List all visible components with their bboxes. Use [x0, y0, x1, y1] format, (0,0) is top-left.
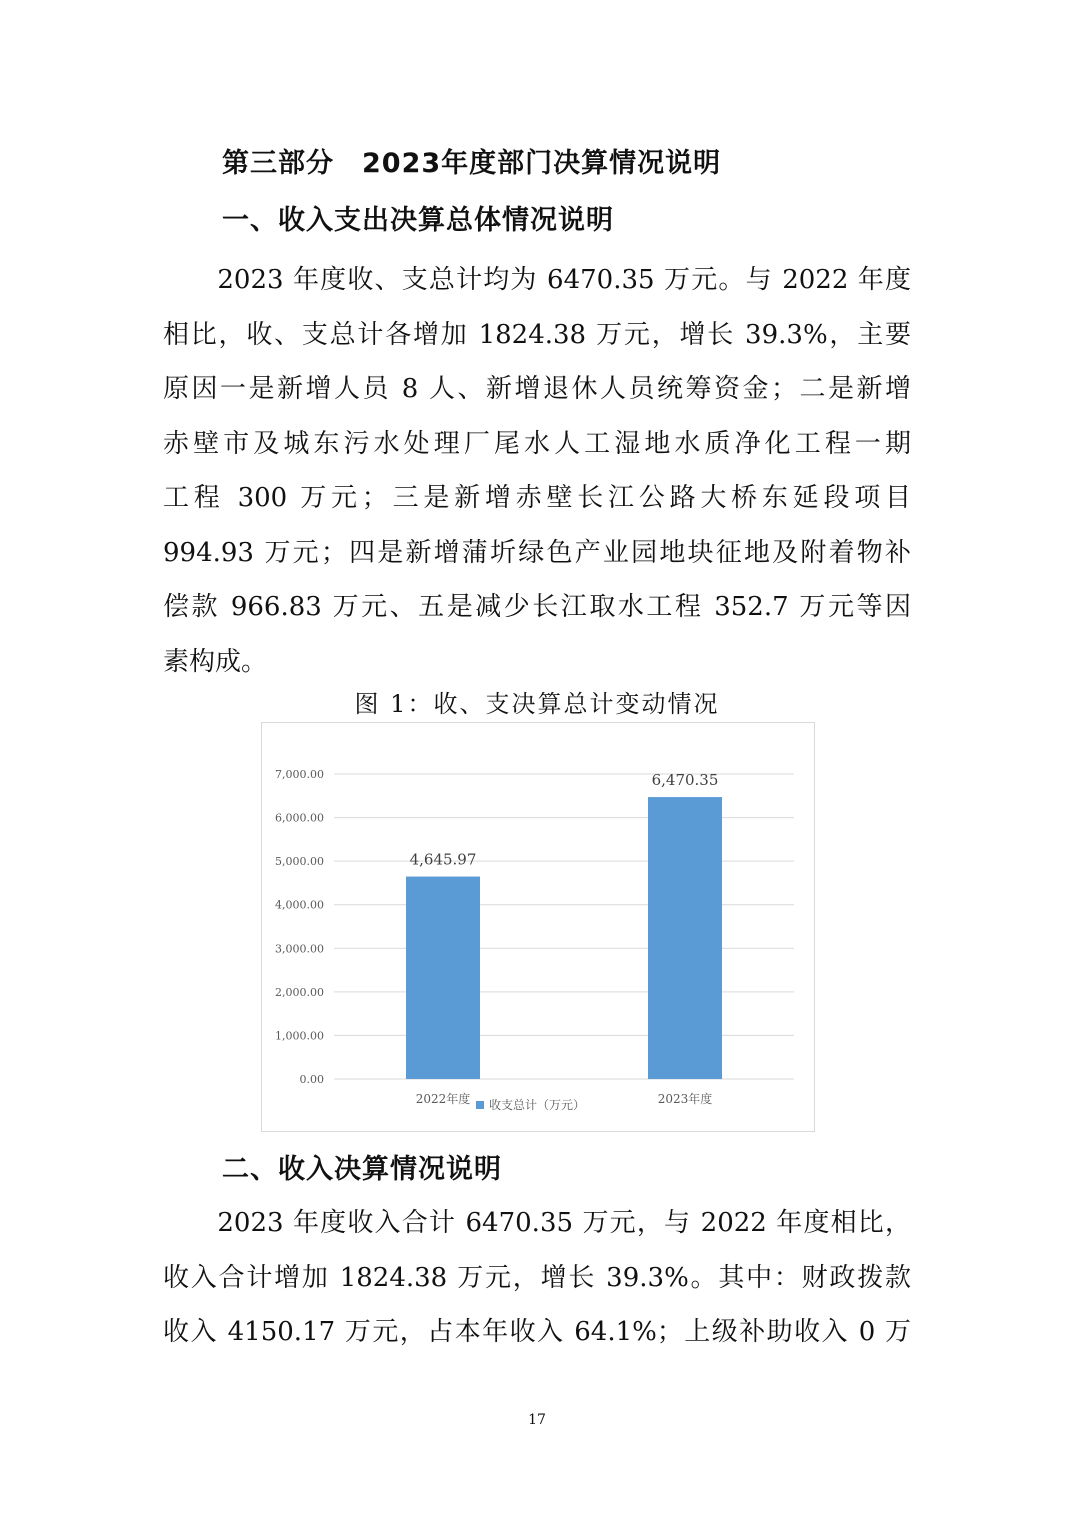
y-tick-label: 4,000.00 [275, 898, 324, 912]
y-tick-label: 7,000.00 [275, 768, 324, 781]
text-line: 赤壁市及城东污水处理厂尾水人工湿地水质净化工程一期 [163, 428, 911, 459]
text-line: 偿款 966.83 万元、五是减少长江取水工程 352.7 万元等因 [163, 592, 911, 622]
y-tick-label: 5,000.00 [275, 855, 324, 869]
text-line: 相比，收、支总计各增加 1824.38 万元，增长 39.3%，主要 [163, 319, 911, 350]
text-line: 2023 年度收入合计 6470.35 万元，与 2022 年度相比， [163, 1208, 911, 1238]
paragraph-overview [163, 253, 911, 689]
paragraph-income [163, 1196, 911, 1360]
y-tick-label: 1,000.00 [275, 1029, 324, 1043]
x-tick-label: 2023年度 [657, 1092, 713, 1106]
x-tick-label: 2022年度 [415, 1092, 471, 1106]
data-label: 4,645.97 [409, 850, 477, 869]
page-number: 17 [528, 1412, 546, 1428]
part-heading: 第三部分 2023年度部门决算情况说明 [222, 148, 722, 179]
chart-canvas [262, 723, 814, 1131]
section-heading-1: 一、收入支出决算总体情况说明 [222, 205, 614, 236]
y-tick-label: 2,000.00 [275, 985, 324, 999]
y-tick-label: 6,000.00 [275, 811, 324, 825]
text-line: 原因一是新增人员 8 人、新增退休人员统筹资金；二是新增 [163, 374, 911, 404]
bar [406, 877, 480, 1079]
text-line: 收入合计增加 1824.38 万元，增长 39.3%。其中：财政拨款 [163, 1262, 911, 1293]
bar-chart [261, 722, 815, 1132]
data-label: 6,470.35 [651, 771, 719, 790]
legend-swatch [476, 1101, 484, 1109]
text-line: 工程 300 万元；三是新增赤壁长江公路大桥东延段项目 [163, 483, 911, 513]
text-line: 收入 4150.17 万元，占本年收入 64.1%；上级补助收入 0 万 [163, 1317, 911, 1347]
legend-label: 收支总计（万元） [489, 1098, 586, 1112]
text-line: 素构成。 [163, 646, 268, 677]
text-line: 994.93 万元；四是新增蒲圻绿色产业园地块征地及附着物补 [163, 537, 911, 568]
section-heading-2: 二、收入决算情况说明 [222, 1154, 502, 1185]
y-tick-label: 3,000.00 [275, 942, 324, 956]
bar [648, 797, 722, 1079]
figure-caption: 图 1：收、支决算总计变动情况 [354, 690, 720, 718]
text-line: 2023 年度收、支总计均为 6470.35 万元。与 2022 年度 [163, 265, 911, 295]
y-tick-label: 0.00 [299, 1073, 324, 1086]
